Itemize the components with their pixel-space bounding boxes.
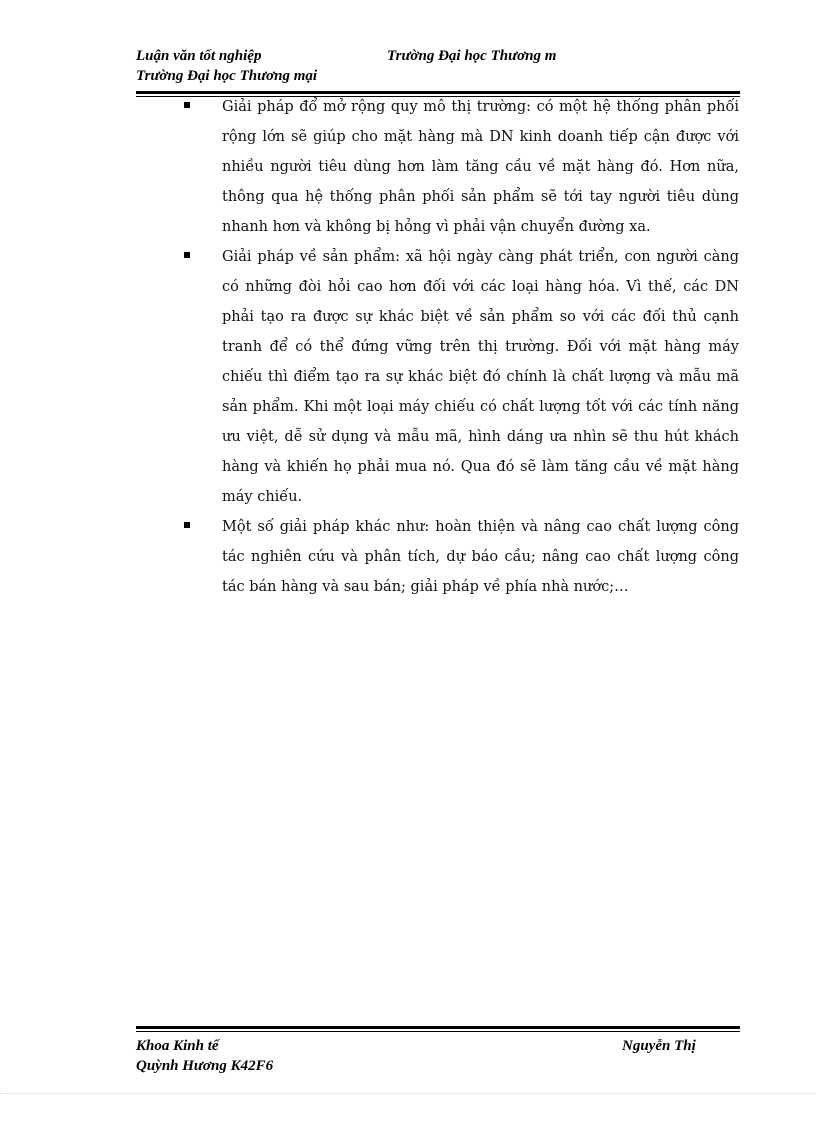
bullet-text: Một số giải pháp khác như: hoàn thiện và nâng cao chất lượng công tác nghiên cứu và phân tích, dự báo cầu; nâng cao chất lượng công tác bán hàng và sau bán; giải pháp về phía nhà nước;… <box>222 519 739 595</box>
bullet-text: Giải pháp về sản phẩm: xã hội ngày càng phát triển, con người càng có những đòi hỏi cao hơn đối với các loại hàng hóa. Vì thế, các DN phải tạo ra được sự khác biệt về sản phẩm so với các đối thủ cạnh tranh để có thể đứng vững trên thị trường. Đối với mặt hàng máy chiếu thì điểm tạo ra sự khác biệt đó chính là chất lượng và mẫu mã sản phẩm. Khi một loại máy chiếu có chất lượng tốt với các tính năng ưu việt, dễ sử dụng và mẫu mã, hình dáng ưa nhìn sẽ thu hút khách hàng và khiến họ phải mua nó. Qua đó sẽ làm tăng cầu về mặt hàng máy chiếu. <box>222 249 739 505</box>
footer-rule <box>136 1026 740 1032</box>
bullet-square-icon <box>184 522 190 528</box>
list-item <box>0 242 816 512</box>
list-item <box>0 512 816 602</box>
bullet-square-icon <box>184 102 190 108</box>
bullet-text: Giải pháp đổ mở rộng quy mô thị trường: có một hệ thống phân phối rộng lớn sẽ giúp cho mặt hàng mà DN kinh doanh tiếp cận được với nhiều người tiêu dùng hơn làm tăng cầu về mặt hàng đó. Hơn nữa, thông qua hệ thống phân phối sản phẩm sẽ tới tay người tiêu dùng nhanh hơn và không bị hỏng vì phải vận chuyển đường xa. <box>222 99 739 235</box>
header-thesis-label: Luận văn tốt nghiệp <box>136 48 262 64</box>
footer-faculty: Khoa Kinh tế <box>136 1038 219 1054</box>
header-university-right: Trường Đại học Thương m <box>387 48 557 64</box>
list-item <box>0 92 816 242</box>
body-content <box>0 92 816 602</box>
footer-author-first: Nguyễn Thị <box>622 1038 696 1054</box>
page-footer <box>136 1036 740 1080</box>
page-header <box>136 46 740 90</box>
footer-author-rest: Quỳnh Hương K42F6 <box>136 1058 274 1074</box>
page-bottom-divider <box>0 1093 816 1095</box>
bullet-square-icon <box>184 252 190 258</box>
header-university-left: Trường Đại học Thương mại <box>136 68 318 84</box>
